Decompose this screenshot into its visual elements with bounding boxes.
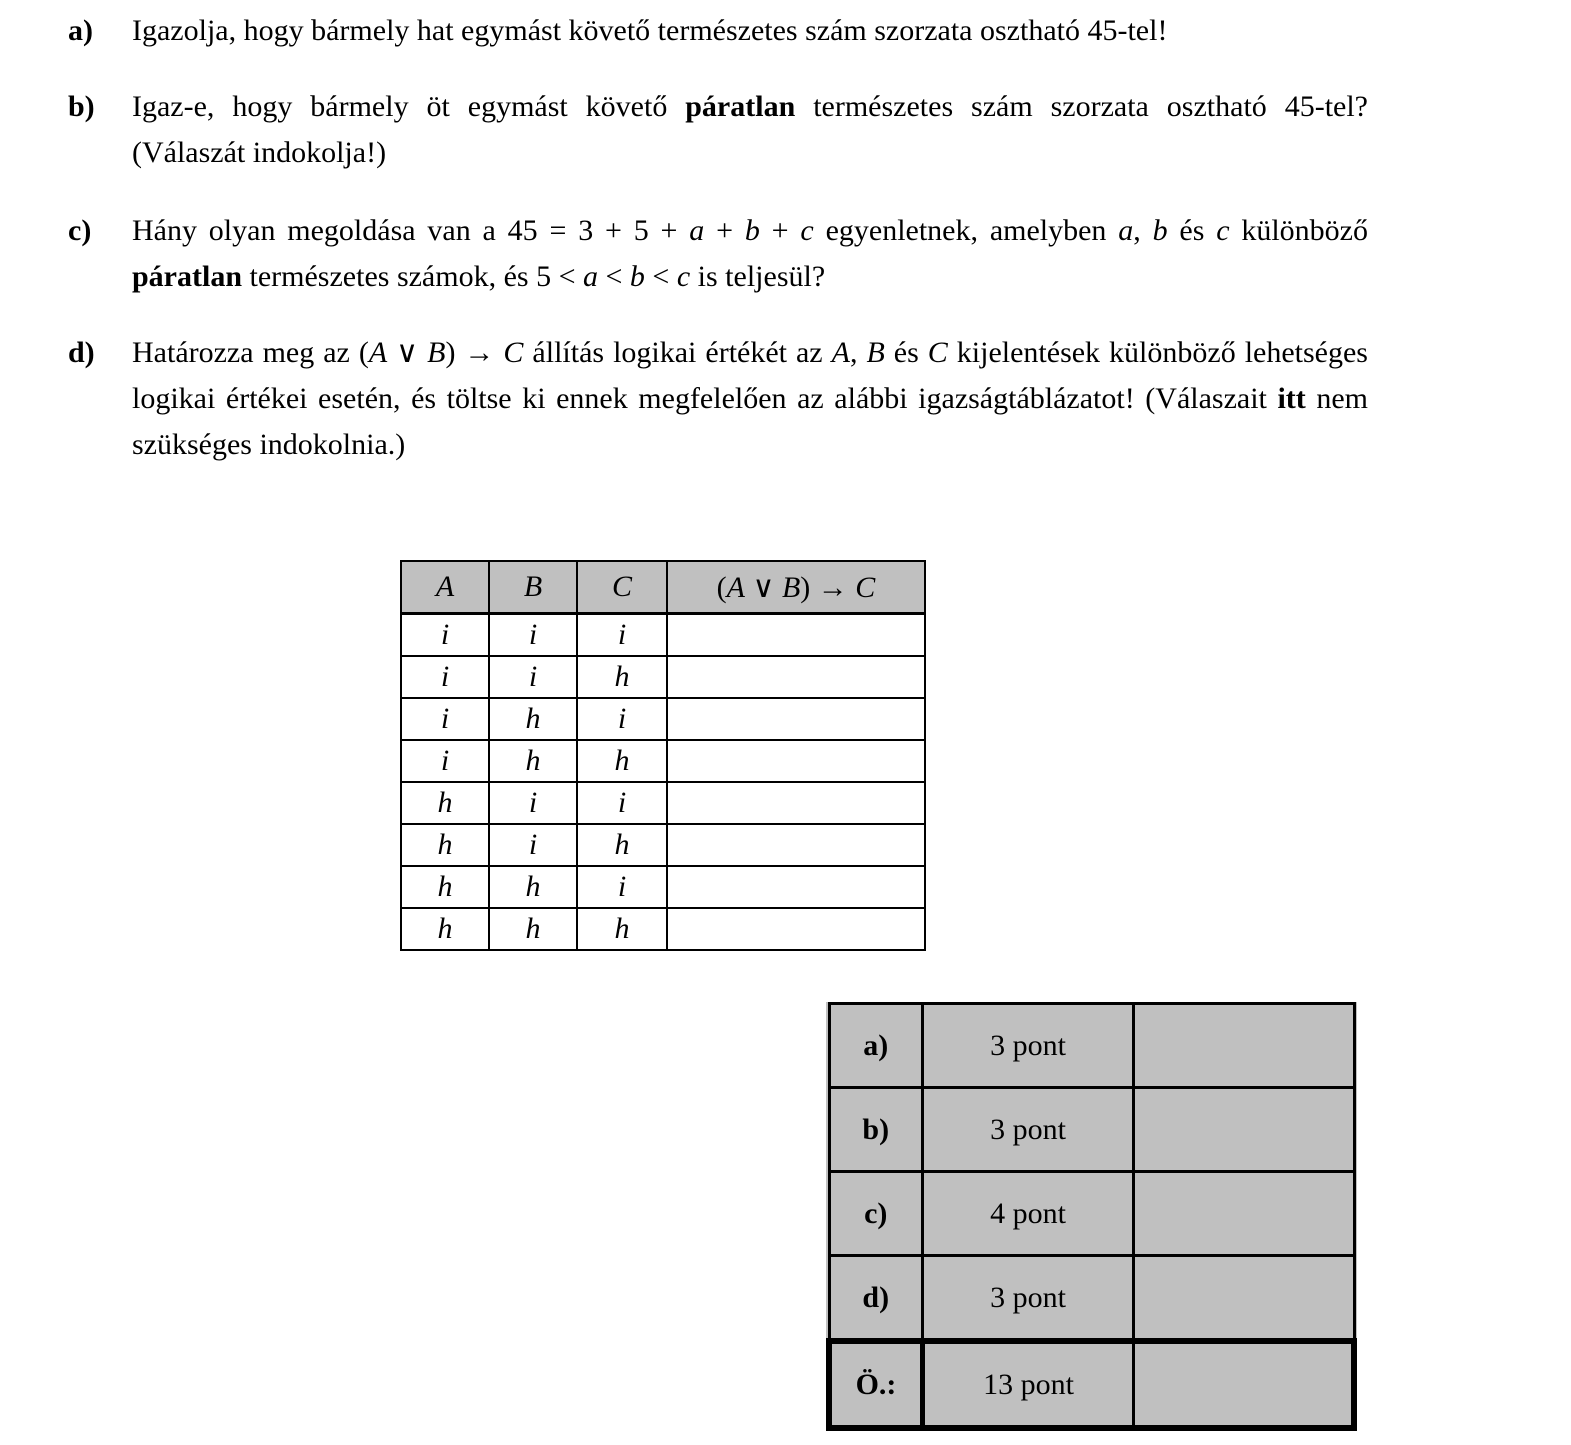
table-row — [829, 1256, 1354, 1342]
truth-cell-c: i — [577, 614, 667, 657]
math-var-a-3: a — [583, 260, 598, 293]
truth-cell-answer[interactable] — [667, 740, 925, 782]
math-var-A-1: A — [368, 336, 388, 369]
question-c-emphasis: páratlan — [132, 260, 243, 293]
table-row — [401, 782, 925, 824]
math-var-a-1: a — [689, 214, 705, 247]
formula-implies-operator: ) → — [800, 570, 856, 604]
question-label-c: c) — [68, 214, 92, 247]
table-row — [829, 1004, 1354, 1088]
score-row-label-a: a) — [829, 1004, 923, 1088]
truth-cell-c: h — [577, 824, 667, 866]
question-d-emphasis: itt — [1277, 382, 1306, 415]
math-var-B-2: B — [866, 336, 885, 369]
question-d-part1: Határozza meg az ( — [132, 336, 369, 369]
score-row-awarded-d[interactable] — [1134, 1256, 1355, 1342]
formula-or-operator: ∨ — [745, 570, 782, 604]
question-d-part5: , — [849, 336, 867, 369]
question-item-c — [68, 208, 1368, 300]
question-label-a: a) — [68, 14, 93, 47]
question-text-c — [132, 208, 1368, 300]
truth-cell-c: h — [577, 740, 667, 782]
score-row-awarded-c[interactable] — [1134, 1172, 1355, 1256]
math-var-c-3: c — [676, 260, 691, 293]
score-table — [826, 1002, 1357, 1431]
truth-table — [400, 560, 926, 951]
question-b-emphasis: páratlan — [685, 90, 796, 123]
truth-cell-c: i — [577, 866, 667, 908]
question-item-b — [68, 84, 1368, 176]
question-c-part1: Hány olyan megoldása van a 45 = 3 + 5 + — [132, 214, 690, 247]
math-var-B-1: B — [427, 336, 446, 369]
truth-cell-b: i — [489, 824, 577, 866]
table-row-total — [829, 1341, 1354, 1428]
truth-table-header-c: C — [577, 561, 667, 614]
question-text-d — [132, 330, 1368, 468]
truth-cell-answer[interactable] — [667, 782, 925, 824]
score-row-label-c: c) — [829, 1172, 923, 1256]
truth-cell-a: i — [401, 740, 489, 782]
formula-var-A: A — [726, 570, 745, 604]
question-d-part7: kijelentések különböző lehetséges logikai értékei esetén, és töltse ki ennek megfelelően az alábbi igazságtáblázatot! (Válaszait — [132, 336, 1368, 415]
truth-cell-c: h — [577, 908, 667, 950]
score-row-points-total: 13 pont — [923, 1341, 1134, 1428]
question-d-part4: állítás logikai értékét az — [523, 336, 832, 369]
truth-cell-answer[interactable] — [667, 824, 925, 866]
truth-cell-c: i — [577, 698, 667, 740]
table-row — [401, 614, 925, 657]
question-c-part11: is teljesül? — [690, 260, 826, 293]
math-var-b-1: b — [744, 214, 760, 247]
table-row — [829, 1088, 1354, 1172]
score-row-awarded-b[interactable] — [1134, 1088, 1355, 1172]
truth-cell-b: h — [489, 698, 577, 740]
truth-cell-a: i — [401, 698, 489, 740]
truth-cell-c: i — [577, 782, 667, 824]
truth-cell-b: i — [489, 782, 577, 824]
question-c-part2: + — [704, 214, 745, 247]
truth-table-header-row — [401, 561, 925, 614]
truth-cell-answer[interactable] — [667, 614, 925, 657]
score-row-points-a: 3 pont — [923, 1004, 1134, 1088]
truth-cell-answer[interactable] — [667, 656, 925, 698]
truth-cell-a: i — [401, 614, 489, 657]
question-b-part1: Igaz-e, hogy bármely öt egymást követő — [132, 90, 686, 123]
question-b-part2: természetes szám szorzata osztható 45-tel? (Válaszát indokolja!) — [132, 90, 1368, 169]
score-row-awarded-total[interactable] — [1134, 1341, 1355, 1428]
truth-cell-a: h — [401, 782, 489, 824]
score-row-points-c: 4 pont — [923, 1172, 1134, 1256]
math-var-c-1: c — [800, 214, 814, 247]
score-row-awarded-a[interactable] — [1134, 1004, 1355, 1088]
question-c-part4: egyenletnek, amelyben — [813, 214, 1119, 247]
question-list — [68, 8, 1368, 468]
question-label-b: b) — [68, 90, 95, 123]
truth-cell-answer[interactable] — [667, 866, 925, 908]
question-c-part5: , — [1133, 214, 1153, 247]
question-c-part6: és — [1167, 214, 1217, 247]
score-row-points-b: 3 pont — [923, 1088, 1134, 1172]
table-row — [401, 866, 925, 908]
truth-cell-a: h — [401, 908, 489, 950]
table-row — [829, 1172, 1354, 1256]
question-c-part3: + — [759, 214, 801, 247]
truth-cell-b: h — [489, 908, 577, 950]
table-row — [401, 656, 925, 698]
math-var-b-2: b — [1152, 214, 1168, 247]
question-c-part8: természetes számok, és 5 < — [242, 260, 583, 293]
formula-var-C: C — [855, 570, 876, 604]
table-row — [401, 698, 925, 740]
score-row-label-total: Ö.: — [829, 1341, 923, 1428]
truth-cell-answer[interactable] — [667, 908, 925, 950]
math-var-a-2: a — [1118, 214, 1134, 247]
question-d-part3: ) → — [445, 336, 504, 369]
truth-table-header-a: A — [401, 561, 489, 614]
table-row — [401, 908, 925, 950]
score-row-label-b: b) — [829, 1088, 923, 1172]
question-c-part7: különböző — [1229, 214, 1368, 247]
question-item-d — [68, 330, 1368, 468]
question-d-part2: ∨ — [387, 336, 428, 369]
truth-cell-b: h — [489, 740, 577, 782]
score-table-body — [829, 1004, 1354, 1429]
truth-cell-a: h — [401, 866, 489, 908]
question-label-d: d) — [68, 336, 95, 369]
truth-table-header-formula — [667, 561, 925, 614]
question-text-b — [132, 84, 1368, 176]
question-c-part10: < — [644, 260, 677, 293]
score-row-label-d: d) — [829, 1256, 923, 1342]
truth-cell-b: h — [489, 866, 577, 908]
truth-table-header-b: B — [489, 561, 577, 614]
math-var-C-1: C — [503, 336, 524, 369]
question-item-a — [68, 8, 1368, 54]
question-d-part6: és — [884, 336, 928, 369]
math-var-A-2: A — [831, 336, 850, 369]
question-a-text: Igazolja, hogy bármely hat egymást követő természetes szám szorzata osztható 45-tel! — [132, 14, 1168, 47]
formula-var-B: B — [781, 570, 801, 604]
math-var-b-3: b — [629, 260, 645, 293]
truth-cell-c: h — [577, 656, 667, 698]
truth-table-header — [401, 561, 925, 614]
table-row — [401, 824, 925, 866]
question-d-part8: nem szükséges indokolnia.) — [132, 382, 1368, 461]
truth-cell-a: h — [401, 824, 489, 866]
truth-cell-b: i — [489, 656, 577, 698]
truth-cell-answer[interactable] — [667, 698, 925, 740]
truth-cell-b: i — [489, 614, 577, 657]
question-c-part9: < — [598, 260, 630, 293]
math-var-c-2: c — [1216, 214, 1230, 247]
math-var-C-2: C — [927, 336, 948, 369]
formula-open-paren: ( — [716, 570, 727, 604]
table-row — [401, 740, 925, 782]
truth-table-body — [401, 614, 925, 951]
question-text-a — [132, 8, 1368, 54]
truth-cell-a: i — [401, 656, 489, 698]
score-row-points-d: 3 pont — [923, 1256, 1134, 1342]
